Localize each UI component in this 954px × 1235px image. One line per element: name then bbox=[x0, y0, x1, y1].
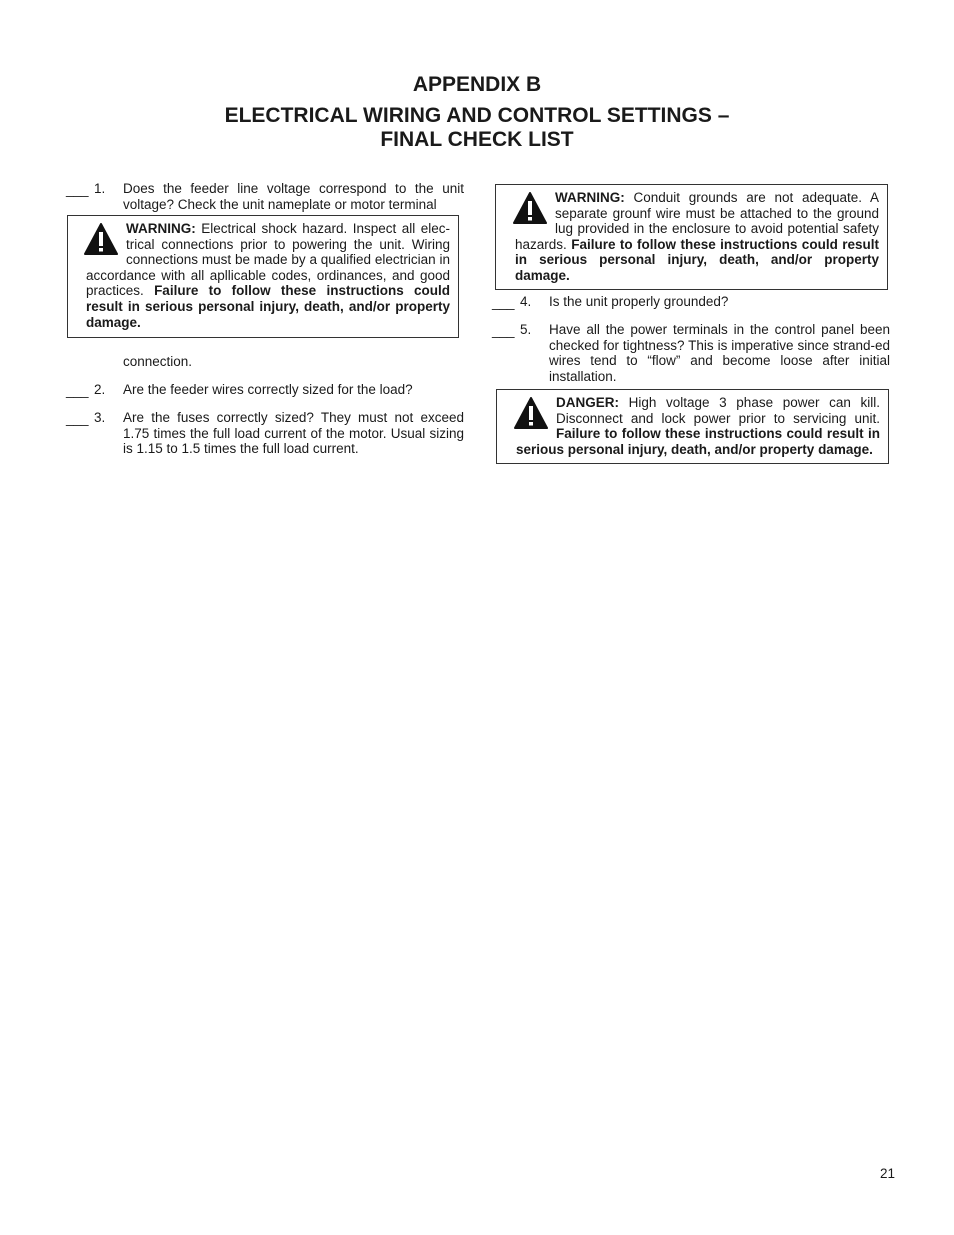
warning-consequence: Failure to follow these instructions could result in serious personal injury, death, and/or property damage. bbox=[86, 283, 450, 330]
check-blank[interactable]: ___ bbox=[492, 323, 515, 338]
item-text: Are the feeder wires correctly sized for the load? bbox=[123, 382, 413, 397]
check-blank[interactable]: ___ bbox=[66, 411, 89, 426]
warning-box-conduit-ground bbox=[495, 184, 888, 290]
section-title-line2: FINAL CHECK LIST bbox=[380, 128, 574, 151]
page-number: 21 bbox=[880, 1166, 896, 1181]
item-text: Is the unit properly grounded? bbox=[549, 294, 729, 309]
item-number: 4. bbox=[520, 294, 532, 309]
item-number: 1. bbox=[94, 181, 106, 196]
item-text: Does the feeder line voltage correspond to the unit voltage? Check the unit nameplate or motor terminal bbox=[123, 181, 464, 212]
danger-consequence: Failure to follow these instructions could result in serious personal injury, death, and/or property damage. bbox=[516, 426, 880, 457]
warning-label: WARNING: bbox=[555, 190, 625, 205]
check-blank[interactable]: ___ bbox=[66, 182, 89, 197]
item-number: 5. bbox=[520, 322, 532, 337]
warning-consequence: Failure to follow these instructions could result in serious personal injury, death, and/or property damage. bbox=[515, 236, 879, 283]
item-number: 2. bbox=[94, 382, 106, 397]
warning-triangle-icon bbox=[514, 397, 548, 429]
warning-box-electrical-shock bbox=[67, 215, 459, 338]
check-blank[interactable]: ___ bbox=[492, 295, 515, 310]
section-title-line1: ELECTRICAL WIRING AND CONTROL SETTINGS – bbox=[224, 104, 730, 127]
warning-triangle-icon bbox=[84, 223, 118, 255]
danger-box-high-voltage bbox=[496, 389, 889, 464]
warning-text: Conduit grounds are not adequate. A separate grounf wire must be attached to the ground lug provided in the enclosure to avoid potential safety hazards. bbox=[515, 190, 879, 252]
warning-triangle-icon bbox=[513, 192, 547, 224]
warning-text: Electrical shock hazard. Inspect all elec-trical connections prior to powering the unit. Wiring connections must be made by a qualified electrician in accordance with all apllicable codes, ordinances, and good practices. bbox=[86, 221, 450, 299]
item-text: Are the fuses correctly sized? They must not exceed 1.75 times the full load current of the motor. Usual sizing is 1.15 to 1.5 times the full load current. bbox=[123, 410, 464, 457]
item-number: 3. bbox=[94, 410, 106, 425]
warning-label: WARNING: bbox=[126, 221, 196, 236]
item-text-continued: connection. bbox=[123, 354, 193, 369]
checklist-item-1-continued bbox=[123, 354, 463, 370]
check-blank[interactable]: ___ bbox=[66, 383, 89, 398]
item-text: Have all the power terminals in the control panel been checked for tightness? This is imperative since strand-ed wires tend to “flow” and become loose after initial installation. bbox=[549, 322, 890, 384]
danger-text: High voltage 3 phase power can kill. Disconnect and lock power prior to servicing unit. bbox=[556, 395, 880, 426]
danger-label: DANGER: bbox=[556, 395, 619, 410]
appendix-title: APPENDIX B bbox=[412, 73, 542, 96]
